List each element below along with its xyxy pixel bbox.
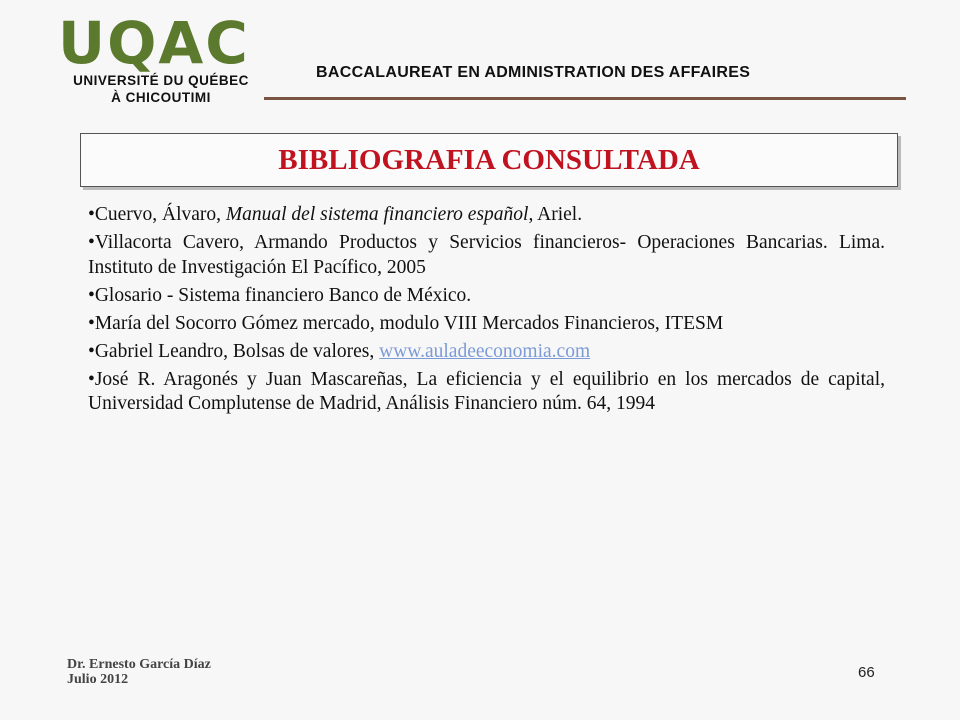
reference-text: •María del Socorro Gómez mercado, modulo VIII Mercados Financieros, ITESM [88, 312, 724, 334]
reference-text: •José R. Aragonés y Juan Mascareñas, La eficiencia y el equilibrio en los mercados de capital, Universidad Complutense de Madrid, Análisis Financiero núm. 64, 1994 [88, 368, 885, 414]
logo-mark: UQAC [58, 9, 250, 77]
footer-date: Julio 2012 [67, 672, 129, 687]
reference-book-title: Manual del sistema financiero español [225, 204, 529, 225]
logo-line-2: À CHICOUTIMI [111, 90, 211, 105]
program-title: BACCALAUREAT EN ADMINISTRATION DES AFFAIRES [316, 64, 751, 81]
reference-text: •Villacorta Cavero, Armando Productos y Servicios financieros- Operaciones Bancarias. Lima. Instituto de Investigación El Pacífico, 2005 [88, 232, 885, 278]
page-title: BIBLIOGRAFIA CONSULTADA [278, 143, 700, 176]
reference-item [88, 203, 885, 228]
reference-item [88, 312, 885, 337]
reference-text: , Ariel. [528, 204, 583, 225]
header-rule [264, 97, 906, 100]
reference-item [88, 368, 885, 417]
reference-text: •Gabriel Leandro, Bolsas de valores, [88, 340, 380, 362]
logo-line-1: UNIVERSITÉ DU QUÉBEC [73, 73, 249, 88]
reference-item [88, 231, 885, 280]
reference-text: •Glosario - Sistema financiero Banco de México. [88, 284, 472, 306]
uqac-logo [58, 9, 264, 112]
reference-text: •Cuervo, Álvaro, [88, 204, 226, 225]
reference-link[interactable]: www.auladeeconomia.com [379, 340, 591, 362]
title-box [80, 133, 898, 187]
page-number: 66 [858, 664, 875, 681]
reference-list [88, 203, 885, 420]
footer-author-block [67, 657, 211, 687]
reference-item [88, 340, 885, 365]
reference-item [88, 284, 885, 309]
footer-author: Dr. Ernesto García Díaz [67, 657, 211, 672]
